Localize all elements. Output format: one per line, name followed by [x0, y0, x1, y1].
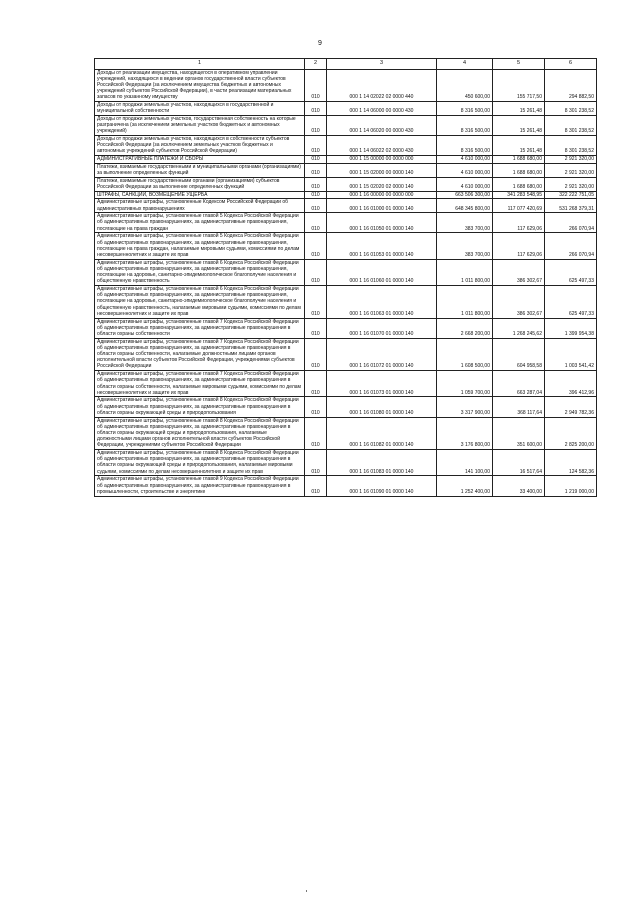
- row-line-code: 010: [305, 213, 327, 233]
- row-approved-amount: 1 011 800,00: [437, 259, 493, 285]
- table-row: [95, 259, 597, 285]
- row-executed-amount: 386 302,67: [493, 286, 545, 319]
- header-row: [95, 59, 597, 70]
- row-approved-amount: 1 059 700,00: [437, 371, 493, 397]
- column-header: 6: [545, 59, 597, 70]
- row-executed-amount: 1 688 680,00: [493, 177, 545, 191]
- row-name: АДМИНИСТРАТИВНЫЕ ПЛАТЕЖИ И СБОРЫ: [95, 156, 305, 164]
- row-executed-amount: 1 688 680,00: [493, 156, 545, 164]
- row-approved-amount: 4 610 000,00: [437, 156, 493, 164]
- row-executed-amount: 16 517,64: [493, 450, 545, 476]
- row-executed-amount: 1 268 245,62: [493, 318, 545, 338]
- table-row: [95, 417, 597, 450]
- row-name: Административные штрафы, установленные главой 6 Кодекса Российской Федерации об административных правонарушениях, за административные правонарушения, посягающие на здоровье, санитарно-эпидемиологическое благополучие населения и общественную нравственность, налагаемые мировыми судьями, комиссиями по делам несовершеннолетних и защите их прав: [95, 286, 305, 319]
- row-unexecuted-amount: 2 921 320,00: [545, 177, 597, 191]
- column-header: 4: [437, 59, 493, 70]
- row-classification-code: 000 1 16 01082 01 0000 140: [327, 417, 437, 450]
- row-approved-amount: 3 176 800,00: [437, 417, 493, 450]
- row-name: Доходы от продажи земельных участков, находящихся в собственности субъектов Российской Федерации (за исключением земельных участков бюджетных и автономных учреждений субъектов Российской Федерации): [95, 136, 305, 156]
- row-name: ШТРАФЫ, САНКЦИИ, ВОЗМЕЩЕНИЕ УЩЕРБА: [95, 191, 305, 199]
- row-executed-amount: 117 077 420,69: [493, 199, 545, 213]
- row-classification-code: 000 1 16 01090 01 0000 140: [327, 476, 437, 496]
- row-approved-amount: 8 316 500,00: [437, 136, 493, 156]
- table-row: [95, 286, 597, 319]
- row-name: Административные штрафы, установленные главой 5 Кодекса Российской Федерации об административных правонарушениях, за административные правонарушения, посягающие на права граждан: [95, 213, 305, 233]
- row-name: Платежи, взимаемые государственными и муниципальными органами (организациями) за выполнение определенных функций: [95, 163, 305, 177]
- row-unexecuted-amount: 294 882,50: [545, 69, 597, 102]
- row-executed-amount: 1 688 680,00: [493, 163, 545, 177]
- column-header: 2: [305, 59, 327, 70]
- row-executed-amount: 663 287,04: [493, 371, 545, 397]
- row-line-code: 010: [305, 233, 327, 259]
- row-classification-code: 000 1 14 06022 02 0000 430: [327, 136, 437, 156]
- row-unexecuted-amount: 8 301 238,52: [545, 136, 597, 156]
- row-unexecuted-amount: 625 497,33: [545, 286, 597, 319]
- row-name: Доходы от продажи земельных участков, находящихся в государственной и муниципальной собственности: [95, 102, 305, 116]
- row-unexecuted-amount: 1 003 541,42: [545, 338, 597, 371]
- row-executed-amount: 368 117,64: [493, 397, 545, 417]
- row-executed-amount: 15 261,48: [493, 115, 545, 135]
- row-name: Административные штрафы, установленные главой 7 Кодекса Российской Федерации об административных правонарушениях, за административные правонарушения в области охраны собственности, налагаемые должностными лицами органов исполнительной власти субъектов Российской Федерации, учреждениями субъектов Российской Федерации: [95, 338, 305, 371]
- row-unexecuted-amount: 266 070,94: [545, 213, 597, 233]
- row-unexecuted-amount: 266 070,94: [545, 233, 597, 259]
- row-executed-amount: 117 629,06: [493, 213, 545, 233]
- scan-mark: [306, 890, 307, 892]
- row-classification-code: 000 1 16 01053 01 0000 140: [327, 233, 437, 259]
- table-row: [95, 102, 597, 116]
- table-row: [95, 191, 597, 199]
- row-name: Доходы от продажи земельных участков, государственная собственность на которые разграничена (за исключением земельных участков бюджетных и автономных учреждений): [95, 115, 305, 135]
- row-name: Платежи, взимаемые государственными органами (организациями) субъектов Российской Федерации за выполнение определенных функций: [95, 177, 305, 191]
- row-line-code: 010: [305, 115, 327, 135]
- row-classification-code: 000 1 16 00000 00 0000 000: [327, 191, 437, 199]
- row-line-code: 010: [305, 286, 327, 319]
- table-row: [95, 371, 597, 397]
- row-name: Административные штрафы, установленные главой 8 Кодекса Российской Федерации об административных правонарушениях, за административные правонарушения в области охраны окружающей среды и природопользования: [95, 397, 305, 417]
- row-unexecuted-amount: 2 921 320,00: [545, 156, 597, 164]
- row-classification-code: 000 1 16 01073 01 0000 140: [327, 371, 437, 397]
- row-unexecuted-amount: 1 399 954,38: [545, 318, 597, 338]
- row-line-code: 010: [305, 397, 327, 417]
- row-approved-amount: 383 700,00: [437, 213, 493, 233]
- row-executed-amount: 33 400,00: [493, 476, 545, 496]
- row-line-code: 010: [305, 199, 327, 213]
- row-executed-amount: 15 261,48: [493, 102, 545, 116]
- row-line-code: 010: [305, 136, 327, 156]
- row-name: Административные штрафы, установленные Кодексом Российской Федерации об административных правонарушениях: [95, 199, 305, 213]
- table-row: [95, 397, 597, 417]
- row-classification-code: 000 1 16 01000 01 0000 140: [327, 199, 437, 213]
- row-line-code: 010: [305, 318, 327, 338]
- row-classification-code: 000 1 16 01072 01 0000 140: [327, 338, 437, 371]
- row-unexecuted-amount: 1 219 000,00: [545, 476, 597, 496]
- row-approved-amount: 3 317 900,00: [437, 397, 493, 417]
- row-line-code: 010: [305, 476, 327, 496]
- row-name: Административные штрафы, установленные главой 7 Кодекса Российской Федерации об административных правонарушениях, за административные правонарушения в области охраны собственности, налагаемые мировыми судьями, комиссиями по делам несовершеннолетних и защите их прав: [95, 371, 305, 397]
- row-classification-code: 000 1 16 01070 01 0000 140: [327, 318, 437, 338]
- table-row: [95, 318, 597, 338]
- row-classification-code: 000 1 16 01050 01 0000 140: [327, 213, 437, 233]
- row-unexecuted-amount: 396 412,96: [545, 371, 597, 397]
- row-approved-amount: 2 668 200,00: [437, 318, 493, 338]
- table-row: [95, 156, 597, 164]
- row-name: Административные штрафы, установленные главой 8 Кодекса Российской Федерации об административных правонарушениях, за административные правонарушения в области охраны окружающей среды и природопользования, налагаемые должностными лицами органов исполнительной власти субъектов Российской Федерации, учреждениями субъектов Российской Федерации: [95, 417, 305, 450]
- row-approved-amount: 8 316 500,00: [437, 115, 493, 135]
- row-unexecuted-amount: 124 582,36: [545, 450, 597, 476]
- row-line-code: 010: [305, 371, 327, 397]
- row-line-code: 010: [305, 69, 327, 102]
- table-row: [95, 338, 597, 371]
- row-approved-amount: 4 610 000,00: [437, 177, 493, 191]
- row-approved-amount: 1 608 500,00: [437, 338, 493, 371]
- row-unexecuted-amount: 531 268 379,31: [545, 199, 597, 213]
- row-line-code: 010: [305, 259, 327, 285]
- row-unexecuted-amount: 2 825 200,00: [545, 417, 597, 450]
- row-approved-amount: 1 011 800,00: [437, 286, 493, 319]
- row-classification-code: 000 1 14 06000 00 0000 430: [327, 102, 437, 116]
- row-classification-code: 000 1 14 02022 02 0000 440: [327, 69, 437, 102]
- row-line-code: 010: [305, 417, 327, 450]
- row-name: Административные штрафы, установленные главой 8 Кодекса Российской Федерации об административных правонарушениях, за административные правонарушения в области охраны окружающей среды и природопользования, налагаемые мировыми судьями, комиссиями по делам несовершеннолетних и защите их прав: [95, 450, 305, 476]
- row-unexecuted-amount: 8 301 238,52: [545, 102, 597, 116]
- row-line-code: 010: [305, 450, 327, 476]
- row-unexecuted-amount: 2 949 782,36: [545, 397, 597, 417]
- row-classification-code: 000 1 14 06020 00 0000 430: [327, 115, 437, 135]
- table-row: [95, 136, 597, 156]
- row-classification-code: 000 1 16 01063 01 0000 140: [327, 286, 437, 319]
- row-name: Административные штрафы, установленные главой 9 Кодекса Российской Федерации об административных правонарушениях, за административные правонарушения в промышленности, строительстве и энергетике: [95, 476, 305, 496]
- table-row: [95, 213, 597, 233]
- row-line-code: 010: [305, 163, 327, 177]
- revenue-table: [94, 58, 597, 497]
- row-classification-code: 000 1 15 00000 00 0000 000: [327, 156, 437, 164]
- table-row: [95, 115, 597, 135]
- table-row: [95, 199, 597, 213]
- page-number: 9: [318, 40, 322, 47]
- row-executed-amount: 341 283 548,95: [493, 191, 545, 199]
- row-line-code: 010: [305, 191, 327, 199]
- row-name: Административные штрафы, установленные главой 6 Кодекса Российской Федерации об административных правонарушениях, за административные правонарушения, посягающие на здоровье, санитарно-эпидемиологическое благополучие населения и общественную нравственность: [95, 259, 305, 285]
- row-approved-amount: 383 700,00: [437, 233, 493, 259]
- table-row: [95, 69, 597, 102]
- row-executed-amount: 155 717,50: [493, 69, 545, 102]
- row-classification-code: 000 1 16 01080 01 0000 140: [327, 397, 437, 417]
- row-executed-amount: 604 958,58: [493, 338, 545, 371]
- table-row: [95, 177, 597, 191]
- row-approved-amount: 141 100,00: [437, 450, 493, 476]
- table-row: [95, 163, 597, 177]
- row-approved-amount: 450 600,00: [437, 69, 493, 102]
- row-unexecuted-amount: 322 222 751,05: [545, 191, 597, 199]
- row-executed-amount: 386 302,67: [493, 259, 545, 285]
- column-header: 3: [327, 59, 437, 70]
- table-row: [95, 450, 597, 476]
- row-approved-amount: 1 252 400,00: [437, 476, 493, 496]
- row-line-code: 010: [305, 338, 327, 371]
- row-classification-code: 000 1 16 01060 01 0000 140: [327, 259, 437, 285]
- row-unexecuted-amount: 8 301 238,52: [545, 115, 597, 135]
- row-classification-code: 000 1 16 01083 01 0000 140: [327, 450, 437, 476]
- row-unexecuted-amount: 625 497,33: [545, 259, 597, 285]
- table-row: [95, 233, 597, 259]
- row-approved-amount: 648 345 800,00: [437, 199, 493, 213]
- row-line-code: 010: [305, 156, 327, 164]
- column-header: 5: [493, 59, 545, 70]
- row-classification-code: 000 1 15 02020 02 0000 140: [327, 177, 437, 191]
- row-name: Административные штрафы, установленные главой 5 Кодекса Российской Федерации об административных правонарушениях, за административные правонарушения, посягающие на права граждан, налагаемые мировыми судьями, комиссиями по делам несовершеннолетних и защите их прав: [95, 233, 305, 259]
- row-unexecuted-amount: 2 921 320,00: [545, 163, 597, 177]
- row-line-code: 010: [305, 177, 327, 191]
- table-row: [95, 476, 597, 496]
- row-classification-code: 000 1 15 02000 00 0000 140: [327, 163, 437, 177]
- column-header: 1: [95, 59, 305, 70]
- row-name: Доходы от реализации имущества, находящегося в оперативном управлении учреждений, находящихся в ведении органов государственной власти субъектов Российской Федерации (за исключением имущества бюджетных и автономных учреждений субъектов Российской Федерации), в части реализации материальных запасов по указанному имуществу: [95, 69, 305, 102]
- row-line-code: 010: [305, 102, 327, 116]
- row-name: Административные штрафы, установленные главой 7 Кодекса Российской Федерации об административных правонарушениях, за административные правонарушения в области охраны собственности: [95, 318, 305, 338]
- row-executed-amount: 117 629,06: [493, 233, 545, 259]
- row-executed-amount: 351 600,00: [493, 417, 545, 450]
- row-approved-amount: 8 316 500,00: [437, 102, 493, 116]
- row-approved-amount: 663 506 300,00: [437, 191, 493, 199]
- row-approved-amount: 4 610 000,00: [437, 163, 493, 177]
- row-executed-amount: 15 261,48: [493, 136, 545, 156]
